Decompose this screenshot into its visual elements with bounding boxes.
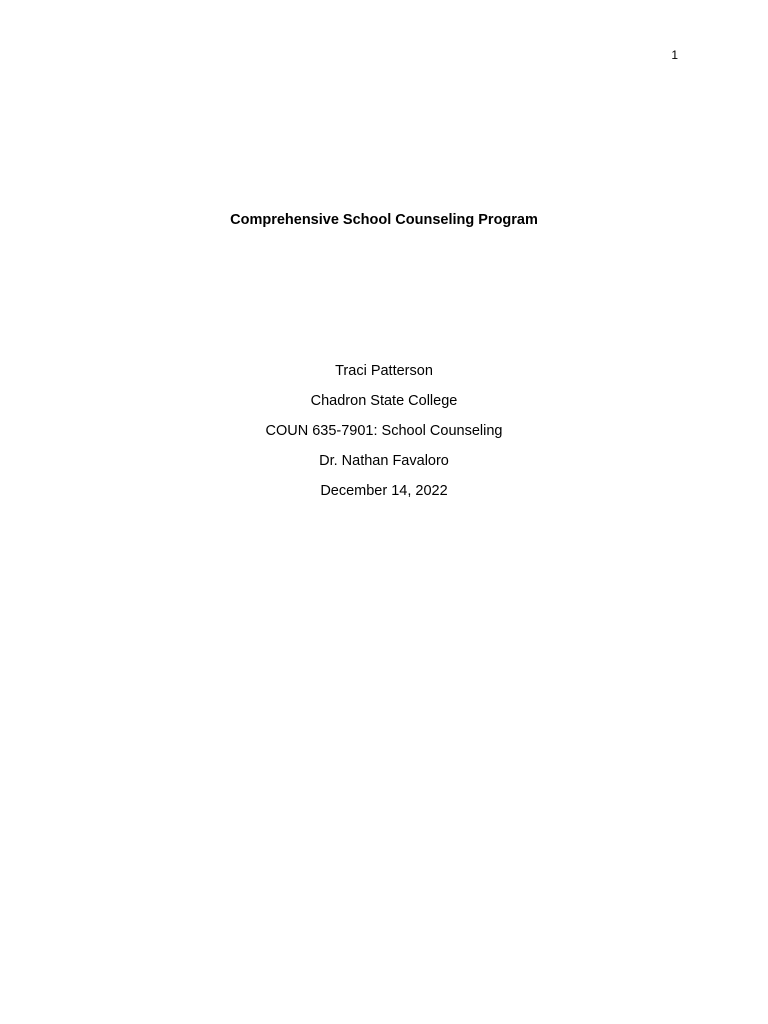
instructor-name: Dr. Nathan Favaloro <box>319 453 449 469</box>
paper-title: Comprehensive School Counseling Program <box>230 212 538 228</box>
author-name: Traci Patterson <box>335 363 433 379</box>
title-page-details <box>0 356 768 506</box>
institution-name: Chadron State College <box>310 393 458 409</box>
due-date: December 14, 2022 <box>320 483 448 499</box>
course-name: COUN 635-7901: School Counseling <box>265 423 503 439</box>
page-number: 1 <box>671 48 678 62</box>
